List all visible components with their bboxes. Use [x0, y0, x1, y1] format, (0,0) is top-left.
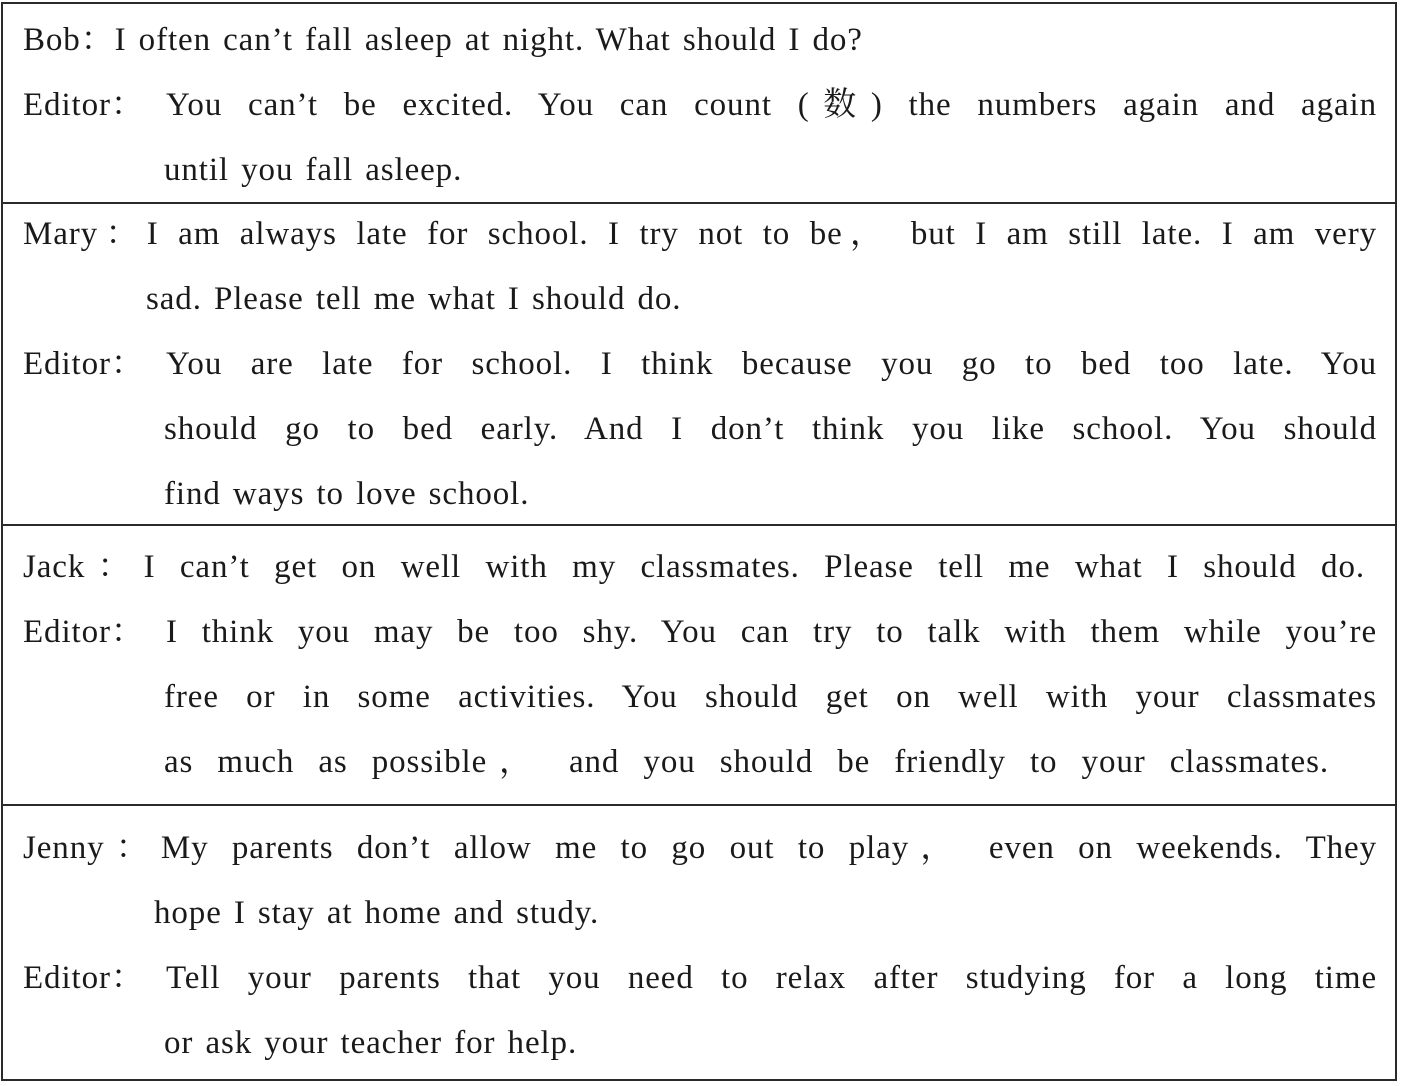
answer-line: I think you may be too shy. You can try to talk with them while you’re: [166, 614, 1377, 650]
question-line: [23, 214, 1377, 254]
answer-line: Tell your parents that you need to relax after studying for a long time: [166, 960, 1377, 996]
answer-line: You can’t be excited. You can count (数) the numbers again and again: [166, 87, 1377, 123]
question-text: My parents don’t allow me to go out to play， even on weekends. They: [160, 830, 1377, 866]
section-mary: [3, 204, 1395, 526]
editor-label-line: [23, 85, 145, 125]
editor-label: Editor：: [23, 87, 145, 123]
editor-label: Editor：: [23, 614, 145, 650]
answer-line: until you fall asleep.: [164, 152, 463, 188]
section-jenny: [3, 806, 1395, 1081]
editor-label-line: [23, 958, 145, 998]
speaker-label: Bob：: [23, 22, 115, 58]
editor-label: Editor：: [23, 960, 145, 996]
answer-line: You are late for school. I think because you go to bed too late. You: [166, 346, 1377, 382]
letters-table: [1, 2, 1397, 1081]
editor-label-line: [23, 344, 145, 384]
question-text: I can’t get on well with my classmates. Please tell me what I should do.: [143, 549, 1366, 585]
question-line: [23, 20, 1377, 60]
answer-line: find ways to love school.: [164, 476, 530, 512]
section-bob: [3, 4, 1395, 204]
section-jack: [3, 526, 1395, 806]
question-line: sad. Please tell me what I should do.: [146, 281, 682, 317]
answer-line: free or in some activities. You should get on well with your classmates: [164, 679, 1377, 715]
answer-line: as much as possible， and you should be friendly to your classmates.: [164, 744, 1329, 780]
question-line: [23, 547, 1365, 587]
answer-line: or ask your teacher for help.: [164, 1025, 578, 1061]
question-text: I often can’t fall asleep at night. What should I do?: [114, 22, 863, 58]
speaker-label: Jenny：: [23, 830, 161, 866]
question-line: hope I stay at home and study.: [154, 895, 600, 931]
answer-line: should go to bed early. And I don’t think you like school. You should: [164, 411, 1377, 447]
editor-label-line: [23, 612, 145, 652]
editor-label: Editor：: [23, 346, 145, 382]
question-line: [23, 828, 1377, 868]
speaker-label: Mary：: [23, 216, 147, 252]
question-text: I am always late for school. I try not to be， but I am still late. I am very: [146, 216, 1377, 252]
speaker-label: Jack：: [23, 549, 144, 585]
